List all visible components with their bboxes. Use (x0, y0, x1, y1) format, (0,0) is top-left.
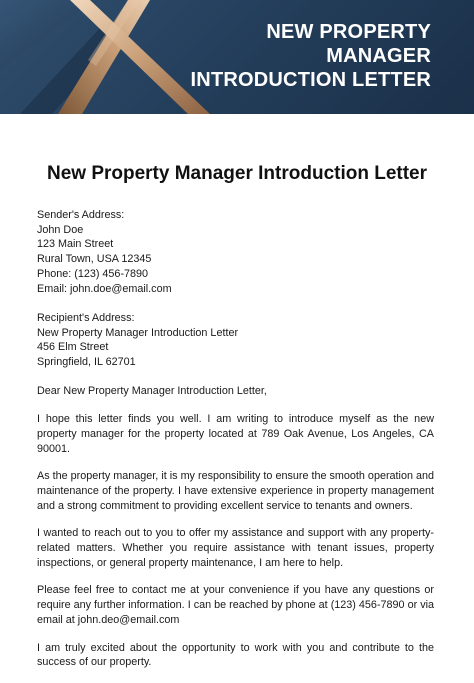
sender-address-heading: Sender's Address: (37, 209, 125, 221)
banner-title (131, 20, 431, 92)
letter-paragraph: Please feel free to contact me at your convenience if you have any questions or require any further information. I can be reached by phone at (123) 456-7890 or via email at john.deo@email.com (37, 584, 434, 626)
letter-paragraph: As the property manager, it is my responsibility to ensure the smooth operation and maintenance of the property. I have extensive experience in property management and a strong commitment to providing excellent service to tenants and owners. (37, 470, 434, 512)
recipient-address-heading: Recipient's Address: (37, 311, 135, 324)
recipient-address (37, 311, 434, 370)
sender-address-line: John Doe (37, 223, 84, 236)
banner-title-line: MANAGER (326, 45, 431, 67)
sender-address (37, 208, 434, 296)
document-title: New Property Manager Introduction Letter (46, 163, 428, 184)
sender-address-line: Phone: (123) 456-7890 (37, 267, 149, 280)
letter-paragraph: I hope this letter finds you well. I am writing to introduce myself as the new property manager for the property located at 789 Oak Avenue, Los Angeles, CA 90001. (37, 413, 434, 455)
sender-address-line: Email: john.doe@email.com (37, 282, 172, 295)
salutation: Dear New Property Manager Introduction Letter, (37, 385, 267, 398)
sender-address-line: 123 Main Street (37, 238, 114, 251)
recipient-address-line: 456 Elm Street (37, 341, 109, 354)
banner-title-line: NEW PROPERTY (266, 21, 431, 43)
header-banner (0, 0, 474, 114)
banner-title-line: INTRODUCTION LETTER (190, 69, 431, 91)
recipient-address-line: Springfield, IL 62701 (37, 356, 136, 369)
letter-paragraph: I am truly excited about the opportunity to work with you and contribute to the success of our property. (37, 641, 434, 669)
recipient-address-line: New Property Manager Introduction Letter (37, 326, 239, 339)
letter-body (37, 208, 434, 683)
sender-address-line: Rural Town, USA 12345 (37, 253, 152, 266)
letter-paragraph: I wanted to reach out to you to offer my assistance and support with any property-related matters. Whether you require assistance with tenant issues, property inspections, or general property maintenance, I am here to help. (37, 527, 434, 569)
